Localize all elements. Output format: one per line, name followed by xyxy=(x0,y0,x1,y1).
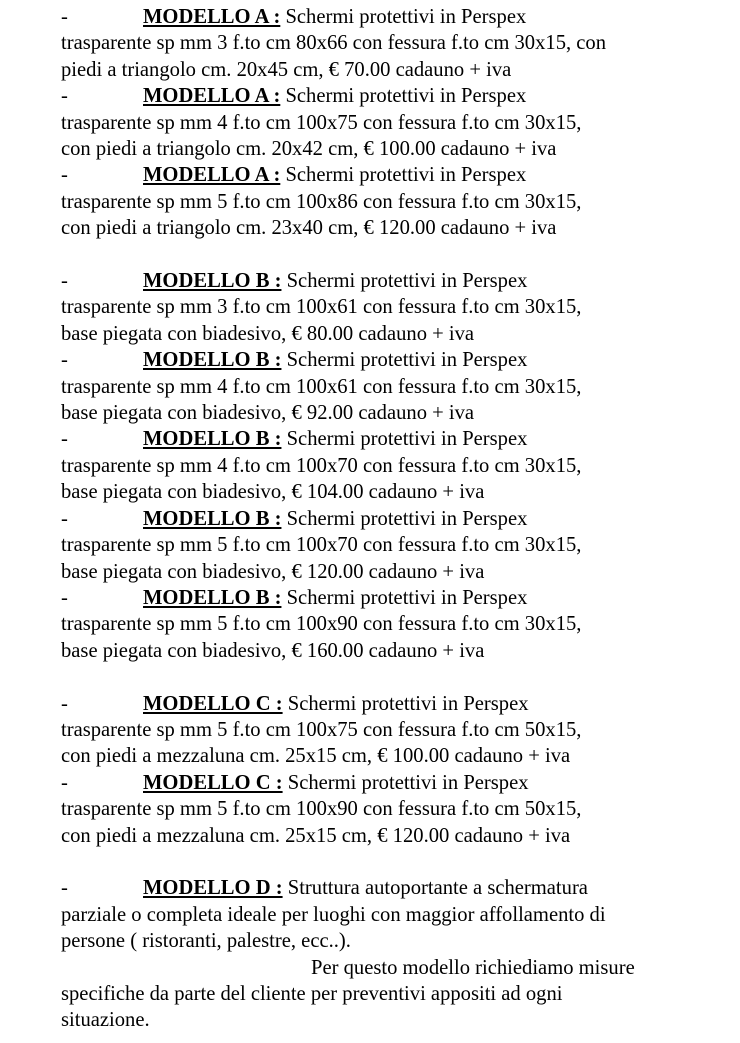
model-d-line: situazione. xyxy=(61,1009,150,1032)
bullet-dash: - xyxy=(61,6,68,28)
item-specs: trasparente sp mm 4 f.to cm 100x75 con fessura f.to cm 30x15, xyxy=(61,111,582,134)
item-price: base piegata con biadesivo, € 104.00 cadauno + iva xyxy=(61,481,485,504)
item-price: base piegata con biadesivo, € 80.00 cadauno + iva xyxy=(61,322,475,345)
bullet-dash: - xyxy=(61,692,68,715)
item-description: Struttura autoportante a schermatura xyxy=(282,877,588,900)
list-item xyxy=(61,691,731,770)
bullet-dash: - xyxy=(61,428,68,451)
model-label: MODELLO C : xyxy=(143,692,283,715)
model-label: MODELLO B : xyxy=(143,349,282,372)
item-description: Schermi protettivi in Perspex xyxy=(281,586,528,609)
list-item xyxy=(61,770,731,849)
model-d-line: parziale o completa ideale per luoghi con maggior affollamento di xyxy=(61,903,606,926)
bullet-dash: - xyxy=(61,877,68,900)
item-specs: trasparente sp mm 5 f.to cm 100x75 con fessura f.to cm 50x15, xyxy=(61,718,582,741)
model-d-line: persone ( ristoranti, palestre, ecc..). xyxy=(61,930,351,953)
item-description: Schermi protettivi in Perspex xyxy=(281,270,528,293)
item-description: Schermi protettivi in Perspex xyxy=(280,164,527,187)
item-specs: trasparente sp mm 5 f.to cm 100x70 con fessura f.to cm 30x15, xyxy=(61,534,582,557)
list-item xyxy=(61,83,731,162)
model-label: MODELLO B : xyxy=(143,507,282,530)
bullet-dash: - xyxy=(61,349,68,372)
model-label: MODELLO D : xyxy=(143,877,283,900)
model-d-section xyxy=(61,875,731,1033)
model-label: MODELLO A : xyxy=(143,6,281,28)
model-d-note: Per questo modello richiediamo misure xyxy=(311,956,635,979)
bullet-dash: - xyxy=(61,586,68,609)
list-item xyxy=(61,347,731,426)
item-specs: trasparente sp mm 4 f.to cm 100x70 con fessura f.to cm 30x15, xyxy=(61,454,582,477)
item-price: base piegata con biadesivo, € 92.00 cadauno + iva xyxy=(61,402,475,425)
model-label: MODELLO B : xyxy=(143,270,282,293)
bullet-dash: - xyxy=(61,85,68,108)
item-price: piedi a triangolo cm. 20x45 cm, € 70.00 cadauno + iva xyxy=(61,58,512,81)
bullet-dash: - xyxy=(61,164,68,187)
item-description: Schermi protettivi in Perspex xyxy=(282,692,529,715)
item-specs: trasparente sp mm 5 f.to cm 100x90 con fessura f.to cm 30x15, xyxy=(61,613,582,636)
model-label: MODELLO B : xyxy=(143,586,282,609)
item-description: Schermi protettivi in Perspex xyxy=(281,428,528,451)
item-description: Schermi protettivi in Perspex xyxy=(281,349,528,372)
list-item xyxy=(61,162,731,241)
model-label: MODELLO A : xyxy=(143,164,281,187)
list-item xyxy=(61,426,731,505)
document-body xyxy=(61,4,731,1034)
group-modello-c xyxy=(61,691,731,849)
list-item xyxy=(61,585,731,664)
item-price: con piedi a mezzaluna cm. 25x15 cm, € 120.00 cadauno + iva xyxy=(61,824,571,847)
item-price: con piedi a triangolo cm. 23x40 cm, € 120.00 cadauno + iva xyxy=(61,217,557,240)
item-price: base piegata con biadesivo, € 120.00 cadauno + iva xyxy=(61,560,485,583)
model-label: MODELLO C : xyxy=(143,771,283,794)
item-price: base piegata con biadesivo, € 160.00 cadauno + iva xyxy=(61,639,485,662)
bullet-dash: - xyxy=(61,771,68,794)
list-item xyxy=(61,4,731,83)
item-price: con piedi a triangolo cm. 20x42 cm, € 100.00 cadauno + iva xyxy=(61,138,557,161)
bullet-dash: - xyxy=(61,507,68,530)
item-specs: trasparente sp mm 5 f.to cm 100x90 con fessura f.to cm 50x15, xyxy=(61,798,582,821)
bullet-dash: - xyxy=(61,270,68,293)
item-description: Schermi protettivi in Perspex xyxy=(280,85,527,108)
item-specs: trasparente sp mm 4 f.to cm 100x61 con fessura f.to cm 30x15, xyxy=(61,375,582,398)
item-description: Schermi protettivi in Perspex xyxy=(280,6,527,28)
group-modello-b xyxy=(61,268,731,664)
spacer xyxy=(61,849,731,875)
item-specs: trasparente sp mm 3 f.to cm 100x61 con fessura f.to cm 30x15, xyxy=(61,296,582,319)
group-modello-a xyxy=(61,4,731,242)
item-specs: trasparente sp mm 3 f.to cm 80x66 con fessura f.to cm 30x15, con xyxy=(61,32,607,55)
model-d-line: specifiche da parte del cliente per preventivi appositi ad ogni xyxy=(61,982,563,1005)
list-item xyxy=(61,268,731,347)
item-description: Schermi protettivi in Perspex xyxy=(281,507,528,530)
list-item xyxy=(61,506,731,585)
model-label: MODELLO A : xyxy=(143,85,281,108)
item-price: con piedi a mezzaluna cm. 25x15 cm, € 100.00 cadauno + iva xyxy=(61,745,571,768)
model-label: MODELLO B : xyxy=(143,428,282,451)
item-specs: trasparente sp mm 5 f.to cm 100x86 con fessura f.to cm 30x15, xyxy=(61,190,582,213)
spacer xyxy=(61,664,731,690)
item-description: Schermi protettivi in Perspex xyxy=(282,771,529,794)
spacer xyxy=(61,242,731,268)
